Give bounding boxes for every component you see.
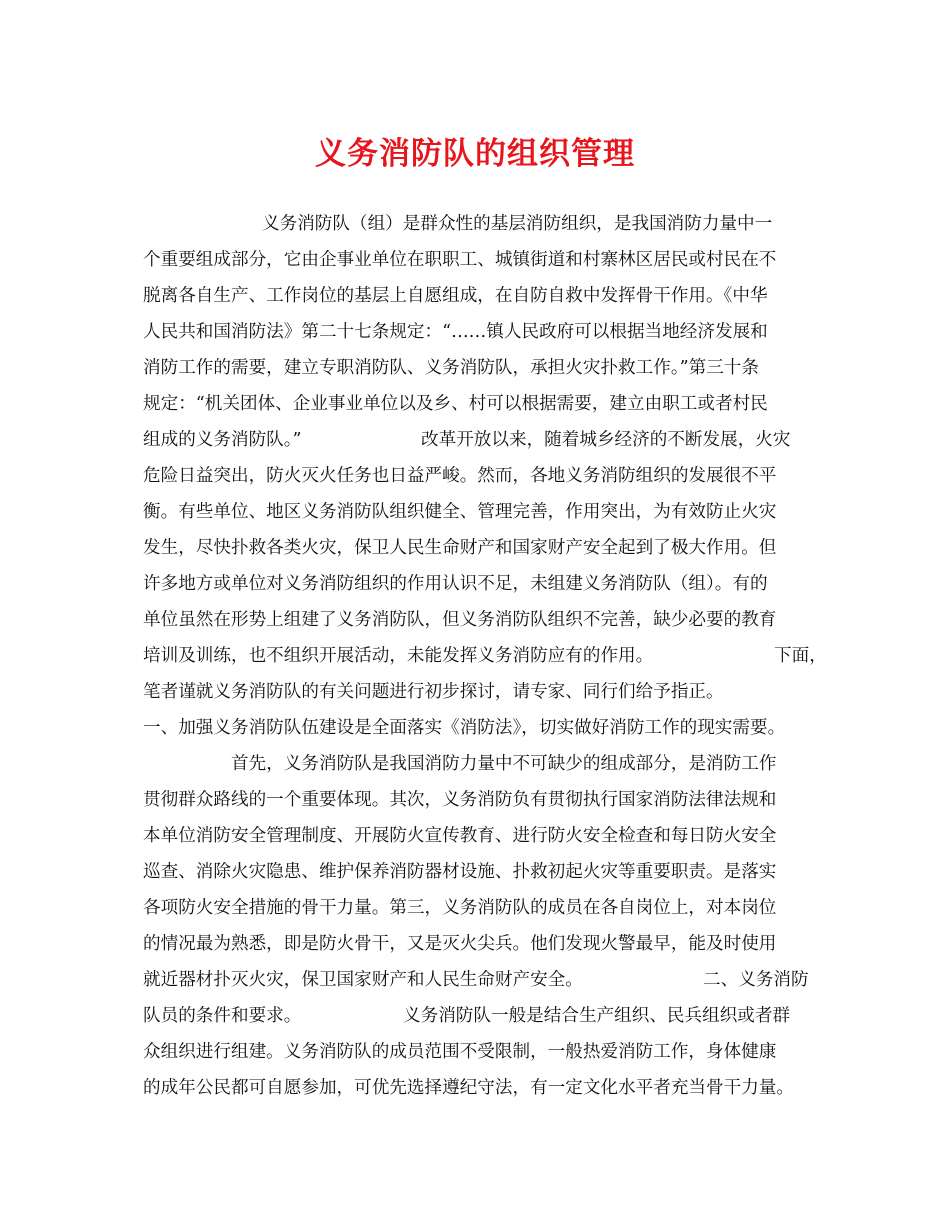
body-line: 发生，尽快扑救各类火灾，保卫人民生命财产和国家财产安全起到了极大作用。但 xyxy=(143,538,777,558)
body-line: 贯彻群众路线的一个重要体现。其次，义务消防负有贯彻执行国家消防法律法规和 xyxy=(143,790,777,810)
body-line: 各项防火安全措施的骨干力量。第三，义务消防队的成员在各自岗位上，对本岗位 xyxy=(143,898,777,918)
body-line: 人民共和国消防法》第二十七条规定：“……镇人民政府可以根据当地经济发展和 xyxy=(143,322,768,342)
body-line: 培训及训练，也不组织开展活动，未能发挥义务消防应有的作用。 xyxy=(143,646,654,666)
body-line: 个重要组成部分，它由企事业单位在职职工、城镇街道和村寨林区居民或村民在不 xyxy=(143,250,777,270)
document-title: 义务消防队的组织管理 xyxy=(315,136,635,172)
body-line: 衡。有些单位、地区义务消防队组织健全、管理完善，作用突出，为有效防止火灾 xyxy=(143,502,777,522)
body-line: 许多地方或单位对义务消防组织的作用认识不足，未组建义务消防队（组）。有的 xyxy=(143,574,768,594)
body-line: 首先，义务消防队是我国消防力量中不可缺少的组成部分，是消防工作 xyxy=(231,754,777,774)
body-line: 的成年公民都可自愿参加，可优先选择遵纪守法，有一定文化水平者充当骨干力量。 xyxy=(143,1078,794,1098)
body-line: 消防工作的需要，建立专职消防队、义务消防队，承担火灾扑救工作。”第三十条 xyxy=(143,358,759,378)
body-line: 规定：“机关团体、企业事业单位以及乡、村可以根据需要，建立由职工或者村民 xyxy=(143,394,768,414)
body-line: 下面， xyxy=(774,646,827,666)
body-line: 义务消防队一般是结合生产组织、民兵组织或者群 xyxy=(403,1006,791,1026)
body-line: 笔者谨就义务消防队的有关问题进行初步探讨，请专家、同行们给予指正。 xyxy=(143,682,724,702)
body-line: 脱离各自生产、工作岗位的基层上自愿组成，在自防自救中发挥骨干作用。《中华 xyxy=(143,286,768,306)
body-line: 巡查、消除火灾隐患、维护保养消防器材设施、扑救初起火灾等重要职责。是落实 xyxy=(143,862,777,882)
body-line: 本单位消防安全管理制度、开展防火宣传教育、进行防火安全检查和每日防火安全 xyxy=(143,826,777,846)
section-heading: 一、加强义务消防队伍建设是全面落实《消防法》，切实做好消防工作的现实需要。 xyxy=(143,718,786,738)
body-line: 的情况最为熟悉，即是防火骨干，又是灭火尖兵。他们发现火警最早，能及时使用 xyxy=(143,934,777,954)
body-line: 众组织进行组建。义务消防队的成员范围不受限制，一般热爱消防工作，身体健康 xyxy=(143,1042,777,1062)
body-line: 义务消防队（组）是群众性的基层消防组织，是我国消防力量中一 xyxy=(262,214,773,234)
body-line: 就近器材扑灭火灾，保卫国家财产和人民生命财产安全。 xyxy=(143,970,583,990)
section-heading: 队员的条件和要求。 xyxy=(143,1006,302,1026)
body-line: 单位虽然在形势上组建了义务消防队，但义务消防队组织不完善，缺少必要的教育 xyxy=(143,610,777,630)
body-line: 组成的义务消防队。” xyxy=(143,430,302,450)
section-heading: 二、义务消防 xyxy=(703,970,809,990)
body-line: 改革开放以来，随着城乡经济的不断发展，火灾 xyxy=(421,430,791,450)
body-line: 危险日益突出，防火灭火任务也日益严峻。然而，各地义务消防组织的发展很不平 xyxy=(143,466,777,486)
